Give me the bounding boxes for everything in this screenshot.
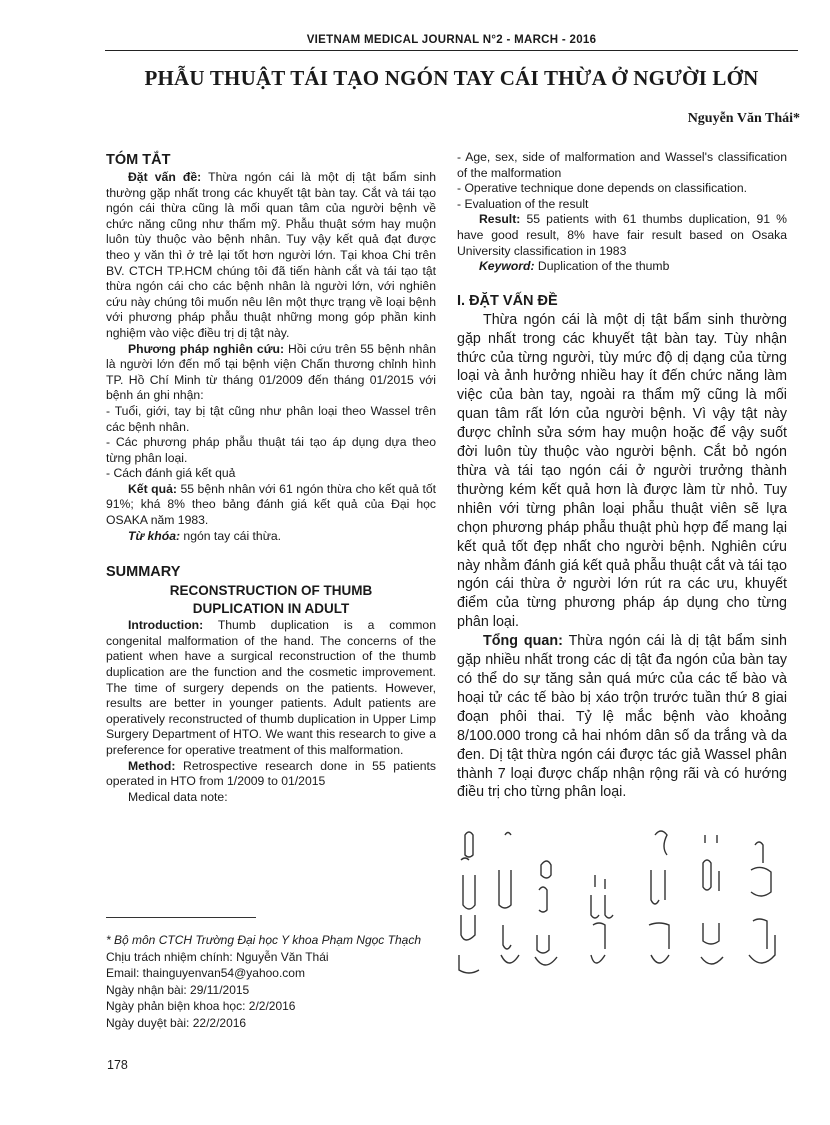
tomtat-result [106,482,436,529]
summary-medical-note: Medical data note: [128,789,228,804]
summary-method [106,759,436,790]
page-number: 178 [107,1058,128,1072]
thumb-sketch-5 [649,831,669,963]
summary-title-line-2: DUPLICATION IN ADULT [192,601,350,617]
result-label: Result: [479,212,521,227]
left-column [106,150,436,805]
footnote-accepted: Ngày duyệt bài: 22/2/2016 [106,1015,247,1030]
summary-introduction [106,618,436,758]
right-column [457,150,787,802]
footnote-email: Email: thainguyenvan54@yahoo.com [106,966,305,980]
thumb-sketch-1 [459,832,479,973]
summary-title-line-1: RECONSTRUCTION OF THUMB [169,583,373,599]
background-text: Thừa ngón cái là một dị tật bẩm sinh thường gặp nhất trong các khuyết tật bàn tay. Cắt và tái tạo ngón cái thừa cũng là mối quan tâm của người bệnh về chức năng cũng như thẩm mỹ. Phẫu thuật sớm hay muộn luôn tùy thuộc vào bệnh nhân. Tuy vậy kết quả đạt được theo y văn thì ở trẻ lại tốt hơn người lớn. Tại khoa Chi trên BV. CTCH TP.HCM chúng tôi đã tiến hành cắt và tái tạo tật thừa ngón cái cho các bệnh nhân là người lớn, với nghiên cứu này chúng tôi muốn nêu lên một thực trạng về loại bệnh với phương pháp phẫu thuật những mong góp phần kinh nghiệm vào việc điều trị dị tật này. [106,170,436,340]
article-title: PHẪU THUẬT TÁI TẠO NGÓN TAY CÁI THỪA Ở NGƯỜI LỚN [144,66,759,90]
summary-bullet-1: - Age, sex, side of malformation and Wassel's classification of the malformation [457,150,787,180]
author-name: Nguyễn Văn Thái* [687,111,800,126]
thumb-sketch-4 [591,875,613,963]
method-text: Retrospective research done in 55 patients operated in HTO from 1/2009 to 01/2015 [106,758,436,789]
keyword-label: Keyword: [479,259,535,274]
tomtat-keywords [106,529,436,545]
overview-text: Thừa ngón cái là dị tật bẩm sinh gặp nhiều nhất trong các dị tật đa ngón của bàn tay có thể do sự tăng sản quá mức của các tế bào và hoại tử các tế bào bị xáo trộn trước tuần thứ 8 giai đoạn phôi thai. Tỷ lệ mắc bệnh vào khoảng 8/100.000 trong cả hai nhóm dân số da trắng và da đen. Dị tật thừa ngón cái được tác giả Wassel phân thành 7 loại được chấp nhận rộng rãi và có hướng điều trị cho từng phân loại. [457,633,787,801]
footnote-reviewed: Ngày phản biện khoa học: 2/2/2016 [106,999,296,1013]
thumb-sketch-2 [499,833,519,964]
tomtat-bullet-1: - Tuổi, giới, tay bị tật cũng như phân loại theo Wassel trên các bệnh nhân. [106,403,436,434]
tomtat-heading: TÓM TẮT [106,152,171,168]
thumb-sketch-3 [535,861,557,965]
footnote-received: Ngày nhận bài: 29/11/2015 [106,982,250,997]
keyword-text-vn: ngón tay cái thừa. [180,528,282,543]
intro-paragraph-2 [457,632,787,802]
journal-header: VIETNAM MEDICAL JOURNAL N°2 - MARCH - 2016 [306,34,597,46]
overview-label: Tổng quan: [483,633,563,650]
footnote-responsible: Chịu trách nhiệm chính: Nguyễn Văn Thái [106,949,329,964]
result-text: 55 patients with 61 thumbs duplication, 91 % have good result, 8% have fair result based on Osaka University classification in 1983 [457,212,787,258]
method-text-vn: Hồi cứu trên 55 bệnh nhân là người lớn đến mổ tại bệnh viện Chấn thương chỉnh hình TP. Hồ Chí Minh từ tháng 01/2009 đến tháng 01/2015 với bệnh án ghi nhận: [106,341,436,403]
summary-keyword [457,259,787,275]
summary-bullet-2: - Operative technique done depends on classification. [457,181,747,196]
footnote-rule [106,917,256,918]
summary-bullet-3: - Evaluation of the result [457,196,589,211]
intro-body [457,311,787,803]
thumb-sketch-7 [749,842,775,963]
keyword-label-vn: Từ khóa: [128,528,181,543]
tomtat-method [106,342,436,404]
intro-heading: I. ĐẶT VẤN ĐỀ [457,292,558,309]
intro-paragraph-1: Thừa ngón cái là một dị tật bẩm sinh thường gặp nhất trong các khuyết tật bàn tay. Tùy nhận thức của từng người, tùy mức độ dị dạng của từng loại và ảnh hưởng nhiều hay ít đến chức năng làm việc của bàn tay, ngoài ra thẩm mỹ cũng là mối quan tâm rất lớn của người bệnh. Vì vậy tật này được chỉnh sửa sớm hay muộn hoặc để vậy suốt đời luôn tùy thuộc vào người bệnh. Cắt bỏ ngón thừa và tái tạo ngón cái ở người trưởng thành thường kém kết quả hơn là được làm từ nhỏ. Tuy nhiên với từng phân loại phẫu thuật viên sẽ lựa chọn phương pháp phẫu thuật phù hợp để mang lại kết quả tốt đẹp nhất cho người bệnh. Nghiên cứu này nhằm đánh giá kết quả phẫu thuật cắt và tái tạo ngón cái thừa ở người lớn rút ra các ưu, khuyết điểm của từng phương pháp áp dụng cho từng phân loại. [457,311,787,631]
header-rule [105,50,798,51]
footnote-affiliation: * Bộ môn CTCH Trường Đại học Y khoa Phạm Ngọc Thạch [106,933,421,947]
method-label: Method: [128,758,176,773]
summary-result [457,212,787,259]
tomtat-background [106,170,436,342]
tomtat-bullet-2: - Các phương pháp phẫu thuật tái tạo áp dụng dựa theo từng phân loại. [106,435,436,465]
method-label-vn: Phương pháp nghiên cứu: [128,341,285,356]
footnote [106,932,436,1031]
summary-heading: SUMMARY [106,564,181,581]
result-text-vn: 55 bệnh nhân với 61 ngón thừa cho kết quả tốt 91%; khá 8% theo bảng đánh giá kết quả của Đại học OSAKA năm 1983. [106,481,436,528]
wassel-classification-figure [455,815,790,985]
introduction-label: Introduction: [128,618,204,633]
result-label-vn: Kết quả: [128,481,177,496]
tomtat-bullet-3: - Cách đánh giá kết quả [106,466,236,481]
introduction-text: Thumb duplication is a common congenital malformation of the hand. The concerns of the patient when have a surgical reconstruction of the thumb duplication are the function and the cosmetic improvement. The time of surgery depends on the patients. However, results are better in younger patients. Adult patients are operatively reconstructed of thumb duplication in Upper Limp Surgery Department of HTO. We want this research to give a preference for operative treatment of this malformation. [106,618,436,757]
keyword-text: Duplication of the thumb [534,259,670,274]
thumb-sketch-6 [701,835,723,964]
background-label: Đặt vấn đề: [128,170,202,184]
